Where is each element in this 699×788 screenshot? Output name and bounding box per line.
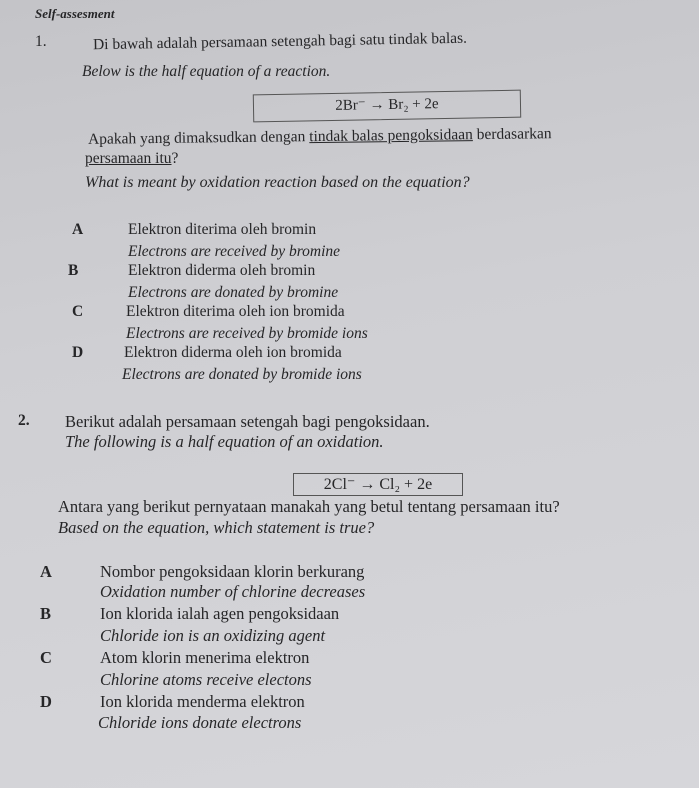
option-text-en: Oxidation number of chlorine decreases (100, 582, 366, 601)
q1-intro-en: Below is the half equation of a reaction. (82, 63, 331, 80)
q1-number: 1. (35, 33, 47, 50)
q2-equation-box: 2Cl⁻ → Cl₂ + 2e (293, 473, 463, 496)
option-text-en: Electrons are received by bromine (128, 243, 341, 260)
option-text-ms: Nombor pengoksidaan klorin berkurang (100, 562, 365, 581)
q2-question-en: Based on the equation, which statement is true? (58, 518, 375, 537)
q1-question-underlined: tindak balas pengoksidaan (309, 126, 473, 146)
option-text-ms: Elektron diderma oleh bromin (128, 262, 316, 279)
q1-question-text: Apakah yang dimaksudkan dengan (87, 128, 310, 148)
option-text-ms: Ion klorida ialah agen pengoksidaan (100, 604, 340, 623)
q1-question-text: ? (171, 150, 179, 167)
option-text-en: Electrons are donated by bromide ions (122, 366, 362, 383)
q1-question-en: What is meant by oxidation reaction based on the equation? (85, 174, 470, 191)
option-text-en: Electrons are received by bromide ions (126, 325, 368, 342)
q2-intro-ms: Berikut adalah persamaan setengah bagi pengoksidaan. (65, 412, 430, 431)
q2-intro-en: The following is a half equation of an oxidation. (65, 432, 384, 451)
q1-equation-box: 2Br⁻ → Br₂ + 2e (253, 90, 521, 123)
q1-intro-ms: Di bawah adalah persamaan setengah bagi satu tindak balas. (92, 29, 468, 54)
option-letter: C (72, 303, 84, 320)
option-letter: D (40, 692, 52, 711)
option-letter: D (72, 344, 84, 361)
q2-number: 2. (18, 412, 30, 429)
page-title: Self-assesment (35, 6, 115, 21)
option-text-ms: Elektron diderma oleh ion bromida (124, 344, 342, 361)
q1-question-text: berdasarkan (472, 125, 552, 144)
q1-question-underlined: persamaan itu (85, 150, 172, 167)
option-text-ms: Elektron diterima oleh ion bromida (126, 303, 345, 320)
option-letter: A (72, 221, 84, 238)
option-text-ms: Atom klorin menerima elektron (100, 648, 310, 667)
option-letter: A (40, 562, 52, 581)
option-text-en: Chlorine atoms receive electons (100, 670, 312, 689)
option-text-en: Electrons are donated by bromine (128, 284, 339, 301)
option-text-en: Chloride ions donate electrons (98, 713, 302, 732)
option-text-en: Chloride ion is an oxidizing agent (100, 626, 326, 645)
option-text-ms: Elektron diterima oleh bromin (128, 221, 317, 238)
option-letter: C (40, 648, 52, 667)
q1-question-ms (88, 125, 552, 149)
option-letter: B (68, 262, 79, 279)
option-text-ms: Ion klorida menderma elektron (100, 692, 305, 711)
option-letter: B (40, 604, 52, 623)
q2-question-ms: Antara yang berikut pernyataan manakah yang betul tentang persamaan itu? (58, 497, 560, 516)
